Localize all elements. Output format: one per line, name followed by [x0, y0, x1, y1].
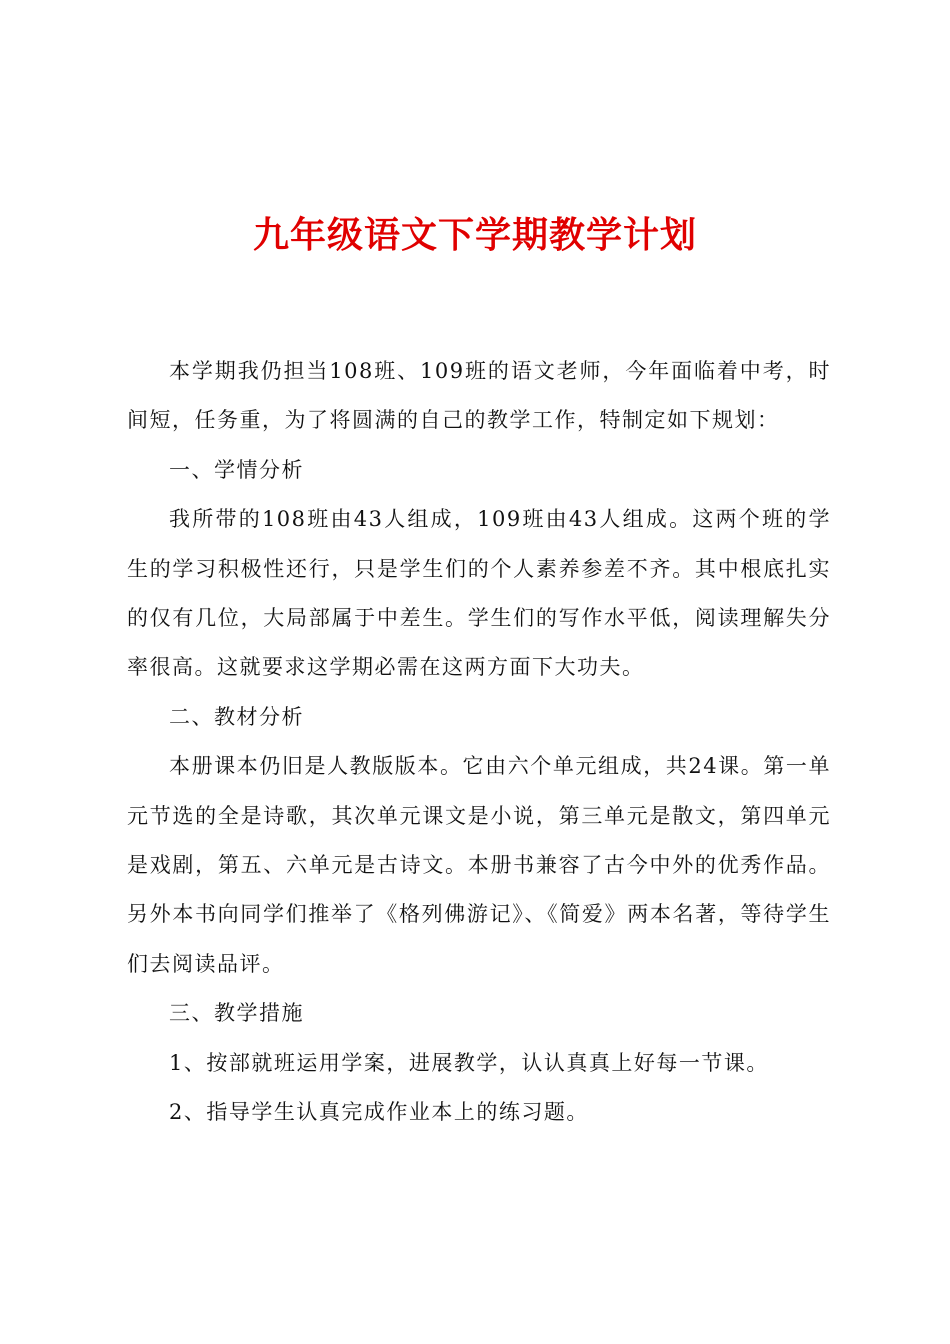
section-heading-teaching-measures: 三、教学措施: [169, 1001, 304, 1026]
document-title: 九年级语文下学期教学计划: [252, 215, 697, 256]
document-body: [127, 347, 831, 1138]
measure-item-2: 2、指导学生认真完成作业本上的练习题。: [169, 1100, 589, 1125]
section-heading-textbook-analysis: 二、教材分析: [169, 704, 304, 729]
student-analysis-paragraph: 我所带的108班由43人组成，109班由43人组成。这两个班的学生的学习积极性还行，只是学生们的个人素养参差不齐。其中根底扎实的仅有几位，大局部属于中差生。学生们的写作水平低，阅读理解失分率很高。这就要求这学期必需在这两方面下大功夫。: [127, 507, 831, 680]
measure-item-1: 1、按部就班运用学案，进展教学，认认真真上好每一节课。: [169, 1050, 769, 1075]
section-heading-student-analysis: 一、学情分析: [169, 457, 304, 482]
intro-paragraph: 本学期我仍担当108班、109班的语文老师，今年面临着中考，时间短，任务重，为了将圆满的自己的教学工作，特制定如下规划：: [127, 359, 831, 433]
textbook-analysis-paragraph: 本册课本仍旧是人教版版本。它由六个单元组成，共24课。第一单元节选的全是诗歌，其次单元课文是小说，第三单元是散文，第四单元是戏剧，第五、六单元是古诗文。本册书兼容了古今中外的优秀作品。另外本书向同学们推举了《格列佛游记》、《简爱》两本名著，等待学生们去阅读品评。: [127, 754, 831, 976]
